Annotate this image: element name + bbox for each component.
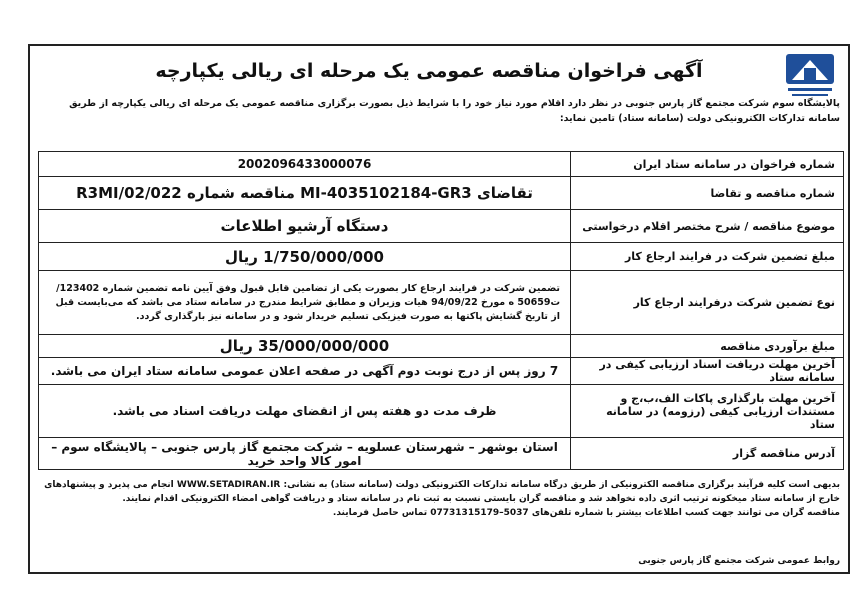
table-row bbox=[39, 358, 844, 385]
footer-note-1: بدیهی است کلیه فرآیند برگزاری مناقصه الکترونیکی از طریق درگاه سامانه تدارکات الکترونیکی دولت (سامانه ستاد) به نشانی: WWW.SETADIRAN.IR انجام می پذیرد و پیشنهادهای خارج از سامانه ستاد میخکونه ترتیب اثری داده نخواهد شد و مناقصه گران بایستی نسبت به ثبت نام در سامانه ستاد و دریافت گواهی امضاء الکترونیکی اقدام نمایند. bbox=[44, 480, 840, 504]
row-value: استان بوشهر – شهرستان عسلویه – شرکت مجتمع گاز پارس جنوبی – پالایشگاه سوم –امور کالا واحد خرید bbox=[39, 438, 571, 470]
row-label: مبلغ تضمین شرکت در فرایند ارجاع کار bbox=[571, 243, 844, 271]
table-row bbox=[39, 271, 844, 335]
row-value: تقاضای MI-4035102184-GR3 مناقصه شماره 02/022/R3MI bbox=[39, 177, 571, 210]
company-logo bbox=[782, 52, 838, 102]
row-value: 2002096433000076 bbox=[39, 152, 571, 177]
notice-title: آگهی فراخوان مناقصه عمومی یک مرحله ای ریالی یکپارچه bbox=[155, 60, 703, 82]
table-row bbox=[39, 438, 844, 470]
row-label: شماره مناقصه و تقاضا bbox=[571, 177, 844, 210]
row-value: دستگاه آرشیو اطلاعات bbox=[39, 210, 571, 243]
row-value: ظرف مدت دو هفته پس از انقضای مهلت دریافت اسناد می باشد. bbox=[39, 385, 571, 438]
table-row bbox=[39, 385, 844, 438]
table-row bbox=[39, 335, 844, 358]
table-row bbox=[39, 243, 844, 271]
notice-intro: پالایشگاه سوم شرکت مجتمع گاز پارس جنوبی در نظر دارد اقلام مورد نیاز خود را با شرایط ذیل بصورت برگزاری مناقصه عمومی یک مرحله ای ریالی یکپارچه از طریق سامانه تدارکات الکترونیکی دولت (سامانه ستاد) تامین نماید: bbox=[69, 98, 840, 124]
row-label: نوع تضمین شرکت درفرایند ارجاع کار bbox=[571, 271, 844, 335]
row-label: آخرین مهلت بارگذاری پاکات الف،ب،ج و مستندات ارزیابی کیفی (رزومه) در سامانه ستاد bbox=[571, 385, 844, 438]
row-value: 35/000/000/000 ریال bbox=[39, 335, 571, 358]
tender-info-table bbox=[38, 151, 844, 470]
row-value: 7 روز پس از درج نوبت دوم آگهی در صفحه اعلان عمومی سامانه ستاد ایران می باشد. bbox=[39, 358, 571, 385]
table-row bbox=[39, 210, 844, 243]
row-label: مبلغ برآوردی مناقصه bbox=[571, 335, 844, 358]
row-value: تضمین شرکت در فرایند ارجاع کار بصورت یکی از تضامین قابل قبول وفق آیین نامه تضمین شماره 123402/ت50659 ه مورخ 94/09/22 هیات وزیران و مطابق شرایط مندرج در سامانه ستاد می باشد که می‌بایست قبل از تاریخ گشایش پاکتها به صورت فیزیکی تسلیم خریدار شود و در سامانه نیز بارگذاری گردد. bbox=[39, 271, 571, 335]
row-label: آدرس مناقصه گزار bbox=[571, 438, 844, 470]
table-row bbox=[39, 152, 844, 177]
row-label: شماره فراخوان در سامانه ستاد ایران bbox=[571, 152, 844, 177]
footer-notes bbox=[38, 478, 840, 520]
row-label: موضوع مناقصه / شرح مختصر اقلام درخواستی bbox=[571, 210, 844, 243]
row-label: آخرین مهلت دریافت اسناد ارزیابی کیفی در سامانه ستاد bbox=[571, 358, 844, 385]
public-relations-signature: روابط عمومی شرکت مجتمع گاز پارس جنوبی bbox=[638, 556, 840, 566]
table-row bbox=[39, 177, 844, 210]
notice-page bbox=[28, 44, 850, 574]
footer-note-2: مناقصه گران می توانند جهت کسب اطلاعات بیشتر با شماره تلفن‌های 5037–07731315179 تماس حاصل فرمایند. bbox=[332, 508, 840, 518]
row-value: 1/750/000/000 ریال bbox=[39, 243, 571, 271]
